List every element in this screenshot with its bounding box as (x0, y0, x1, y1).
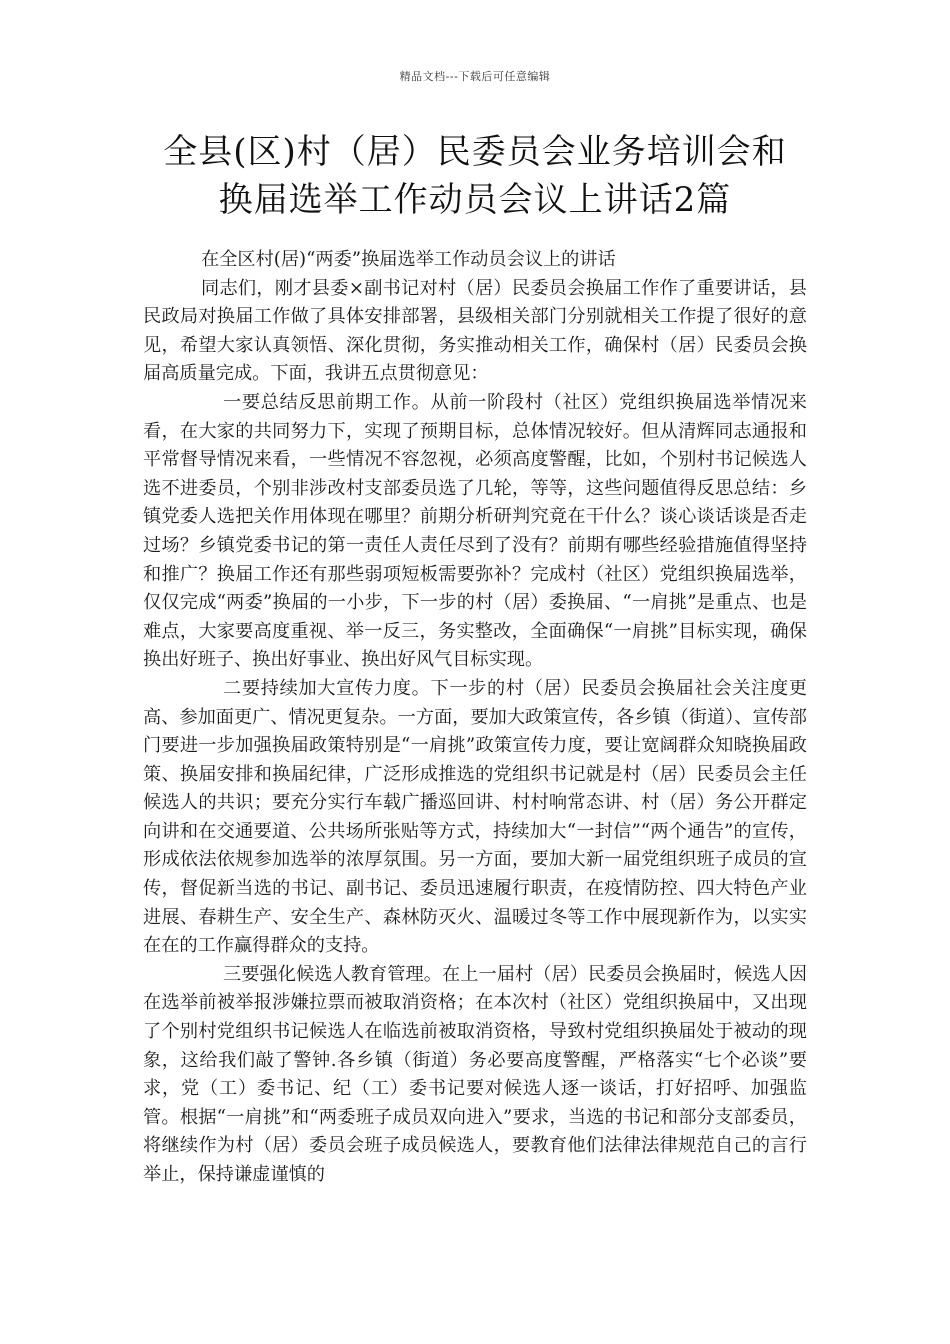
speech-subtitle: 在全区村(居)“两委”换届选举工作动员会议上的讲话 (201, 249, 616, 270)
paragraph-opening: 同志们，刚才县委×副书记对村（居）民委员会换届工作作了重要讲话，县民政局对换届工作做了具体安排部署，县级相关部门分别就相关工作提了很好的意见，希望大家认真领悟、深化贯彻，务实推动相关工作，确保村（居）民委员会换届高质量完成。下面，我讲五点贯彻意见： (143, 277, 807, 385)
title-line-2: 换届选举工作动员会议上讲话2篇 (218, 180, 732, 220)
document-title (100, 128, 850, 224)
paragraph-point-2: 二要持续加大宣传力度。下一步的村（居）民委员会换届社会关注度更高、参加面更广、情况更复杂。一方面，要加大政策宣传，各乡镇（街道）、宣传部门要进一步加强换届政策特别是“一肩挑”政策宣传力度，要让宽阔群众知晓换届政策、换届安排和换届纪律，广泛形成推选的党组织书记就是村（居）民委员会主任候选人的共识；要充分实行车载广播巡回讲、村村响常态讲、村（居）务公开群定向讲和在交通要道、公共场所张贴等方式，持续加大“一封信”“两个通告”的宣传，形成依法依规参加选举的浓厚氛围。另一方面，要加大新一届党组织班子成员的宣传，督促新当选的书记、副书记、委员迅速履行职责，在疫情防控、四大特色产业进展、春耕生产、安全生产、森林防灭火、温暖过冬等工作中展现新作为，以实实在在的工作赢得群众的支持。 (143, 677, 807, 957)
paragraph-point-3: 三要强化候选人教育管理。在上一届村（居）民委员会换届时，候选人因在选举前被举报涉嫌拉票而被取消资格；在本次村（社区）党组织换届中，又出现了个别村党组织书记候选人在临选前被取消资格，导致村党组织换届处于被动的现象，这给我们敲了警钟.各乡镇（街道）务必要高度警醒，严格落实“七个必谈”要求，党（工）委书记、纪（工）委书记要对候选人逐一谈话，打好招呼、加强监管。根据“一肩挑”和“两委班子成员双向进入”要求，当选的书记和部分支部委员，将继续作为村（居）委员会班子成员候选人，要教育他们法律法律规范自己的言行举止，保持谦虚谨慎的 (143, 963, 807, 1185)
page-header-note: 精品文档---下载后可任意编辑 (399, 70, 551, 83)
paragraph-point-1: 一要总结反思前期工作。从前一阶段村（社区）党组织换届选举情况来看，在大家的共同努力下，实现了预期目标，总体情况较好。但从清辉同志通报和平常督导情况来看，一些情况不容忽视，必须高度警醒，比如，个别村书记候选人选不进委员，个别非涉改村支部委员选了几轮，等等，这些问题值得反思总结：乡镇党委人选把关作用体现在哪里？前期分析研判究竟在干什么？谈心谈话谈是否走过场？乡镇党委书记的第一责任人责任尽到了没有？前期有哪些经验措施值得坚持和推广？换届工作还有那些弱项短板需要弥补？完成村（社区）党组织换届选举，仅仅完成“两委”换届的一小步，下一步的村（居）委换届、“一肩挑”是重点、也是难点，大家要高度重视、举一反三，务实整改，全面确保“一肩挑”目标实现，确保换出好班子、换出好事业、换出好风气目标实现。 (143, 391, 807, 671)
title-line-1: 全县(区)村（居）民委员会业务培训会和 (163, 132, 787, 172)
document-body (143, 246, 807, 1190)
